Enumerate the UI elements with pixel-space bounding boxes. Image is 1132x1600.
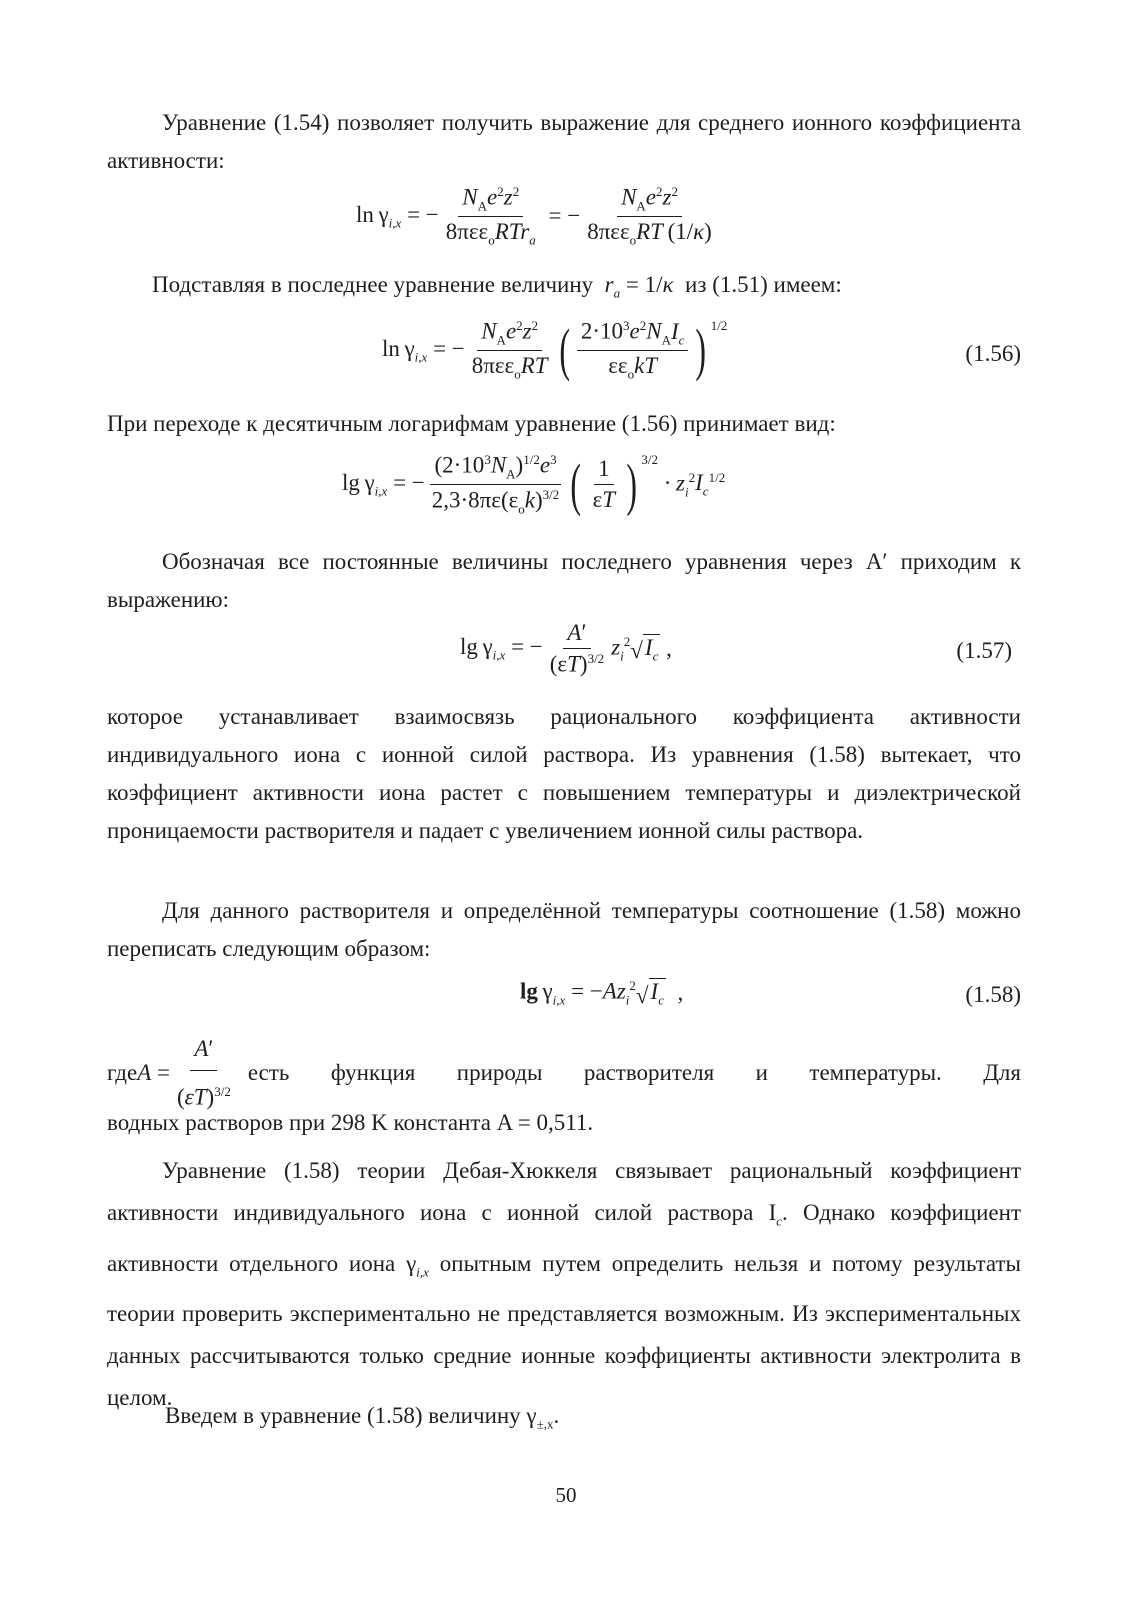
gamma-mean-subscript: ±,x (536, 1416, 554, 1432)
equation-lg-gamma-expanded: $\lg \gamma_{i,x}$ = − $\frac{(2\cdot 10^3N_A)^{1/2}e^3}{2,3\cdot 8\pi\varepsilon(\varepsilon_ok)^{3/2}}$ ( $\frac{1}{\varepsilon T}$ ) $^{3/2}$ · $z_i^2I_c^{1/2}$ (342, 451, 726, 517)
paragraph-intro: Уравнение (1.54) позволяет получить выражение для среднего ионного коэффициента активности: (107, 110, 1021, 173)
equation-ln-gamma-mean: $\ln \gamma_{i,x}$ = − $\frac{N_Ae^2z^2}{8\pi\varepsilon\varepsilon_oRTr_a}$ = − $\frac{N_Ae^2z^2}{8\pi\varepsilon\varepsilon_oRT (1/\kappa)}$ (356, 184, 712, 248)
equation-1-57: $\lg \gamma_{i,x}$ = − $\frac{A'}{(\varepsilon T)^{3/2}}$ $z_i^2$ √ $I_c$ , (460, 620, 672, 677)
page-number: 50 (555, 1483, 577, 1507)
paragraph-relation: которое устанавливает взаимосвязь рационального коэффициента активности индивидуального иона с ионной силой раствора. Из уравнения (1.58) вытекает, что коэффициент активности иона растет с повышением температуры и диэлектрической проницаемости растворителя и падает с увеличением ионной силы раствора. (107, 704, 1021, 843)
introduce-end: . (553, 1403, 560, 1428)
where-text: где (107, 1060, 138, 1086)
debye-text-c: опытным путем определить нельзя и потому результаты теории проверить экспериментально не представляется возможным. Из экспериментальных данных рассчитываются только средние ионные коэффициенты активности электролита в целом. (107, 1250, 1022, 1411)
paragraph-introduce (107, 1397, 1021, 1444)
paragraph-decimal-log: При переходе к десятичным логарифмам уравнение (1.56) принимает вид: (107, 411, 836, 436)
debye-text-b: . Однако коэффициент активности отдельного иона γ (107, 1200, 1021, 1276)
paragraph-constants: Обозначая все постоянные величины последнего уравнения через A′ приходим к выражению: (107, 549, 1021, 612)
equation-number-1-56: (1.56) (965, 341, 1021, 366)
where-text-end: есть функция природы растворителя и температуры. Для (247, 1060, 1021, 1086)
debye-text-a: Уравнение (1.58) теории Дебая-Хюккеля связывает рациональный коэффициент активности индивидуального иона с ионной силой раствора I (107, 1158, 1021, 1225)
substitute-text: Подставляя в последнее уравнение величину (152, 272, 594, 297)
equation-number-1-58: (1.58) (965, 982, 1021, 1007)
paragraph-substitute: Подставляя в последнее уравнение величину $r_a = 1/\kappa$ из (1.51) имеем: (152, 272, 842, 301)
paragraph-water-constant: водных растворов при 298 K константа A = 0,511. (107, 1110, 594, 1135)
equation-1-58: $\lg \gamma_{i,x} = -Az_i^2$ √ $I_c$ , (520, 978, 684, 1008)
equation-number-1-57: (1.57) (956, 638, 1012, 663)
introduce-text: Введем в уравнение (1.58) величину γ (165, 1403, 537, 1428)
a-definition: A = $\frac{A'}{(\varepsilon T)^{3/2}}$ (137, 1030, 238, 1117)
substitute-text-end: из (1.51) имеем: (685, 272, 842, 297)
paragraph-debye-huckel: Уравнение (1.58) теории Дебая-Хюккеля связывает рациональный коэффициент активности индивидуального иона с ионной силой раствора $I_c$. Однако коэффициент активности отдельного иона $\gamma_{i,x}$ опытным путем определить нельзя и потому результаты теории проверить экспериментально не представляется возможным. Из экспериментальных данных рассчитываются только средние ионные коэффициенты активности электролита в целом. (107, 1158, 1022, 1411)
equation-1-56: $\ln \gamma_{i,x}$ = − $\frac{N_Ae^2z^2}{8\pi\varepsilon\varepsilon_oRT}$ ( $\frac{2\cdot 10^3e^2N_AI_c}{\varepsilon\varepsilon_okT}$ ) $^{1/2}$ (382, 317, 728, 383)
paragraph-rewrite: Для данного растворителя и определённой температуры соотношение (1.58) можно переписать следующим образом: (107, 898, 1021, 961)
